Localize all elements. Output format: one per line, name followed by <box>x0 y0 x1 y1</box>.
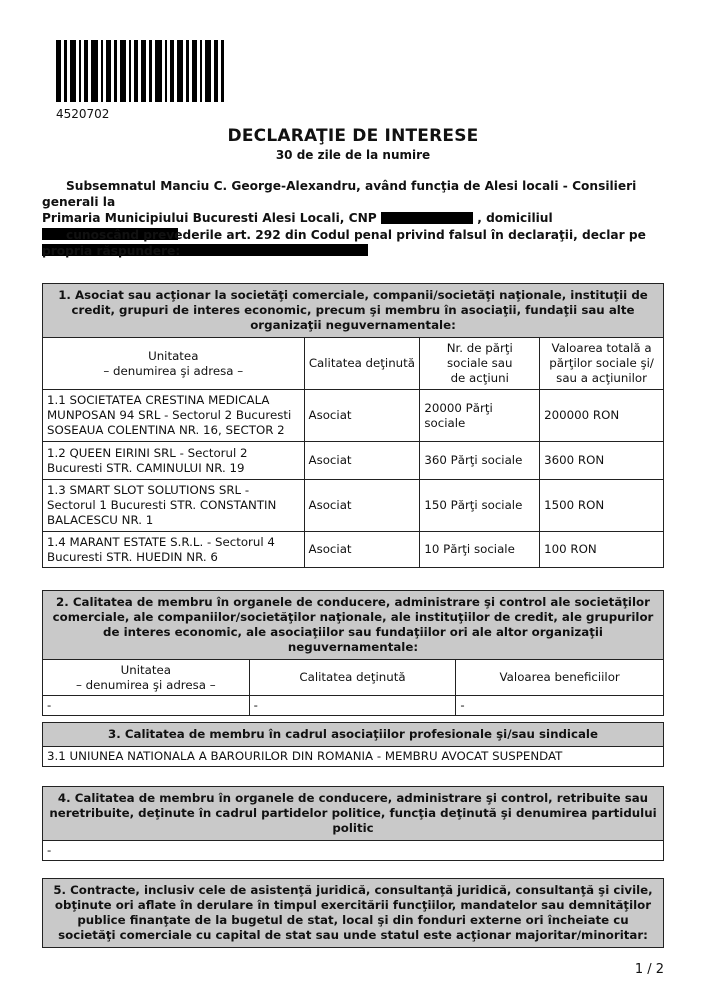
shares-cell: 10 Părţi sociale <box>420 532 540 568</box>
section-2-table <box>42 590 664 716</box>
membership-cell: 3.1 UNIUNEA NATIONALA A BAROURILOR DIN ROMANIA - MEMBRU AVOCAT SUSPENDAT <box>43 747 664 767</box>
value-cell: 100 RON <box>540 532 664 568</box>
section-5-table <box>42 878 664 948</box>
table-row <box>43 442 664 480</box>
table-row <box>43 480 664 532</box>
unit-cell: 1.1 SOCIETATEA CRESTINA MEDICALA MUNPOSAN 94 SRL - Sectorul 2 Bucuresti SOSEAUA COLENTINA NR. 16, SECTOR 2 <box>43 390 305 442</box>
barcode <box>56 40 236 102</box>
intro-line-2-b: , domiciliul <box>477 211 553 225</box>
role-cell: Asociat <box>304 480 420 532</box>
shares-cell: 360 Părţi sociale <box>420 442 540 480</box>
table-row <box>43 747 664 767</box>
role-cell: - <box>249 696 456 716</box>
section-1-col-role: Calitatea deţinută <box>304 338 420 390</box>
section-4-header: 4. Calitatea de membru în organele de conducere, administrare şi control, retribuite sau neretribuite, deţinute în cadrul partidelor politice, funcţia deţinută şi denumirea partidului politic <box>43 787 664 841</box>
value-cell: 3600 RON <box>540 442 664 480</box>
value-cell: 200000 RON <box>540 390 664 442</box>
section-2-col-role: Calitatea deţinută <box>249 660 456 696</box>
section-1-col-unit: Unitatea – denumirea şi adresa – <box>43 338 305 390</box>
table-row <box>43 696 664 716</box>
section-1-col-shares: Nr. de părţi sociale sau de acţiuni <box>420 338 540 390</box>
unit-cell: - <box>43 696 250 716</box>
section-3-table <box>42 722 664 767</box>
document-title: DECLARAŢIE DE INTERESE <box>227 126 479 146</box>
intro-line-2-a: Primaria Municipiului Bucuresti Alesi Locali, CNP <box>42 211 377 225</box>
section-2-col-unit: Unitatea – denumirea şi adresa – <box>43 660 250 696</box>
benefits-cell: - <box>456 696 664 716</box>
role-cell: Asociat <box>304 442 420 480</box>
section-2-header: 2. Calitatea de membru în organele de conducere, administrare şi control ale societăţilor comerciale, ale companiilor/societăţilor naţionale, ale instituţiilor de credit, ale grupurilor de interes economic, ale asociaţiilor sau fundaţiilor ori ale altor organizaţii neguvernamentale: <box>43 591 664 660</box>
table-row <box>43 390 664 442</box>
barcode-number: 4520702 <box>56 107 110 121</box>
document-subtitle: 30 de zile de la numire <box>275 148 431 162</box>
section-3-header: 3. Calitatea de membru în cadrul asociaţiilor profesionale şi/sau sindicale <box>43 723 664 747</box>
section-5-header: 5. Contracte, inclusiv cele de asistenţă juridică, consultanţă juridică, consultanţă şi civile, obţinute ori aflate în derulare în timpul exercitării funcţiilor, mandatelor sau demnităţilor publice finanţate de la bugetul de stat, local şi din fonduri externe ori încheiate cu societăţi comerciale cu capital de stat sau unde statul este acţionar majoritar/minoritar: <box>43 879 664 948</box>
section-4-table <box>42 786 664 861</box>
intro-line-1: Subsemnatul Manciu C. George-Alexandru, având funcţia de Alesi locali - Consilieri generali la <box>42 179 637 209</box>
section-1-header: 1. Asociat sau acţionar la societăţi comerciale, companii/societăţi naţionale, instituţii de credit, grupuri de interes economic, precum şi membru în asociaţii, fundaţii sau alte organizaţii neguvernamentale: <box>43 284 664 338</box>
section-1-col-value: Valoarea totală a părţilor sociale şi/ sau a acţiunilor <box>540 338 664 390</box>
role-cell: Asociat <box>304 390 420 442</box>
page-number: 1 / 2 <box>634 962 664 977</box>
unit-cell: 1.3 SMART SLOT SOLUTIONS SRL - Sectorul 1 Bucuresti STR. CONSTANTIN BALACESCU NR. 1 <box>43 480 305 532</box>
shares-cell: 150 Părţi sociale <box>420 480 540 532</box>
shares-cell: 20000 Părţi sociale <box>420 390 540 442</box>
unit-cell: 1.2 QUEEN EIRINI SRL - Sectorul 2 Bucuresti STR. CAMINULUI NR. 19 <box>43 442 305 480</box>
party-cell: - <box>43 841 664 861</box>
unit-cell: 1.4 MARANT ESTATE S.R.L. - Sectorul 4 Bucuresti STR. HUEDIN NR. 6 <box>43 532 305 568</box>
declaration-paragraph: cunoscând prevederile art. 292 din Codul penal privind falsul în declaraţii, declar pe propria răspundere: <box>42 228 646 258</box>
role-cell: Asociat <box>304 532 420 568</box>
table-row <box>43 532 664 568</box>
value-cell: 1500 RON <box>540 480 664 532</box>
section-1-table <box>42 283 664 568</box>
table-row <box>43 841 664 861</box>
section-2-col-benefits: Valoarea beneficiilor <box>456 660 664 696</box>
redacted-cnp <box>381 212 473 224</box>
